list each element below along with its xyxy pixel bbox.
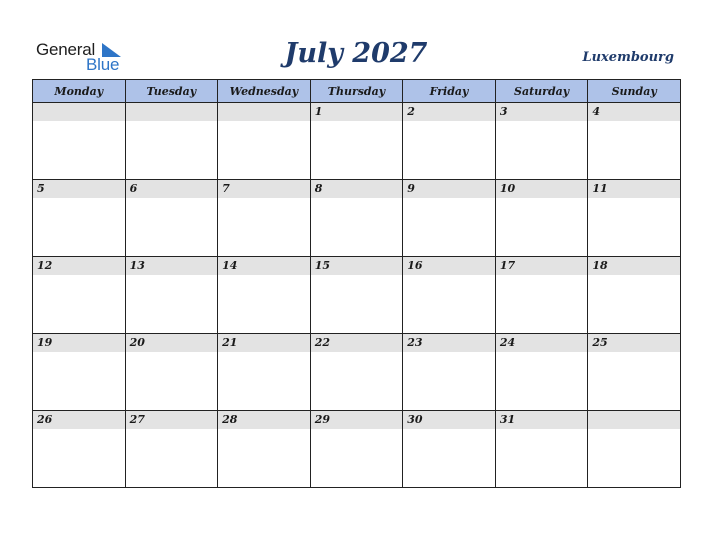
day-cell[interactable] [310,334,403,411]
day-number [126,103,218,121]
day-cell[interactable] [33,334,126,411]
day-cell[interactable] [495,411,588,488]
day-number: 1 [311,103,403,121]
week-row [33,257,681,334]
day-number: 20 [126,334,218,352]
day-cell[interactable] [218,257,311,334]
calendar-title: July 2027 [284,38,428,69]
day-number: 22 [311,334,403,352]
day-number: 21 [218,334,310,352]
day-number [218,103,310,121]
day-number: 29 [311,411,403,429]
day-cell[interactable] [33,411,126,488]
day-cell[interactable] [125,103,218,180]
weekday-header: Saturday [495,80,588,103]
day-number [588,411,680,429]
day-cell[interactable] [310,180,403,257]
week-row [33,180,681,257]
weekday-header: Friday [403,80,496,103]
day-cell[interactable] [588,411,681,488]
day-number: 18 [588,257,680,275]
day-number: 26 [33,411,125,429]
day-cell[interactable] [495,103,588,180]
day-cell[interactable] [403,411,496,488]
day-number: 5 [33,180,125,198]
day-number: 24 [496,334,588,352]
day-number: 2 [403,103,495,121]
weekday-header: Wednesday [218,80,311,103]
day-cell[interactable] [33,257,126,334]
day-cell[interactable] [403,103,496,180]
day-number: 15 [311,257,403,275]
week-row [33,411,681,488]
country-label: Luxembourg [582,50,674,65]
day-number: 30 [403,411,495,429]
calendar-grid [32,79,681,488]
day-cell[interactable] [588,334,681,411]
day-cell[interactable] [403,257,496,334]
day-cell[interactable] [310,103,403,180]
day-number [33,103,125,121]
day-number: 4 [588,103,680,121]
day-cell[interactable] [218,411,311,488]
day-number: 6 [126,180,218,198]
week-row [33,103,681,180]
day-number: 9 [403,180,495,198]
day-cell[interactable] [310,411,403,488]
day-cell[interactable] [403,180,496,257]
day-cell[interactable] [33,180,126,257]
weekday-header: Monday [33,80,126,103]
weekday-header: Sunday [588,80,681,103]
day-number: 7 [218,180,310,198]
day-cell[interactable] [588,103,681,180]
day-cell[interactable] [125,257,218,334]
day-number: 25 [588,334,680,352]
week-row [33,334,681,411]
day-number: 8 [311,180,403,198]
weekday-header: Thursday [310,80,403,103]
day-cell[interactable] [218,180,311,257]
day-cell[interactable] [588,257,681,334]
day-cell[interactable] [125,180,218,257]
day-cell[interactable] [218,334,311,411]
day-cell[interactable] [125,334,218,411]
day-number: 13 [126,257,218,275]
weekday-header-row [33,80,681,103]
day-number: 23 [403,334,495,352]
day-number: 16 [403,257,495,275]
weekday-header: Tuesday [125,80,218,103]
day-cell[interactable] [495,334,588,411]
day-cell[interactable] [310,257,403,334]
day-number: 27 [126,411,218,429]
day-number: 3 [496,103,588,121]
logo-text-general: General [36,40,96,59]
day-cell[interactable] [495,180,588,257]
day-number: 12 [33,257,125,275]
day-number: 28 [218,411,310,429]
day-cell[interactable] [218,103,311,180]
day-cell[interactable] [403,334,496,411]
day-number: 10 [496,180,588,198]
day-number: 14 [218,257,310,275]
day-cell[interactable] [495,257,588,334]
logo-text-blue: Blue [86,55,120,74]
day-cell[interactable] [125,411,218,488]
day-number: 19 [33,334,125,352]
day-cell[interactable] [588,180,681,257]
day-number: 31 [496,411,588,429]
day-number: 11 [588,180,680,198]
day-number: 17 [496,257,588,275]
day-cell[interactable] [33,103,126,180]
